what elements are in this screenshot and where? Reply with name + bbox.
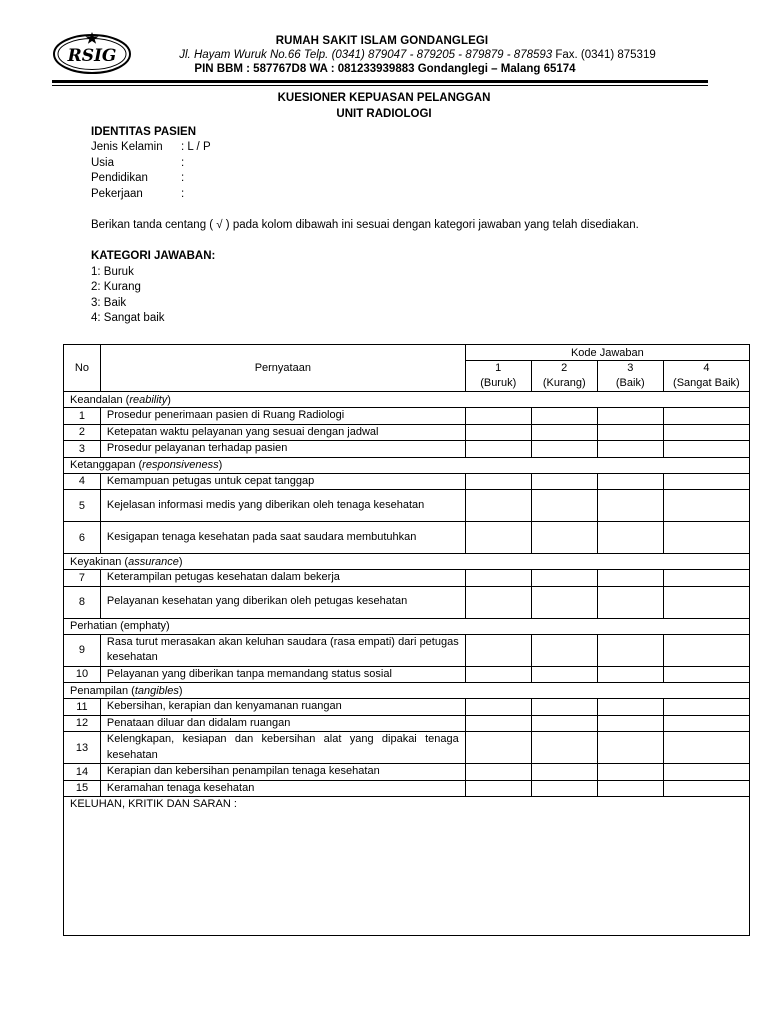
- answer-cell[interactable]: [465, 408, 531, 425]
- row-statement: Kejelasan informasi medis yang diberikan oleh tenaga kesehatan: [100, 490, 465, 522]
- code-header: [465, 361, 531, 392]
- row-statement: Pelayanan kesehatan yang diberikan oleh petugas kesehatan: [100, 586, 465, 618]
- row-statement: Kemampuan petugas untuk cepat tanggap: [100, 473, 465, 490]
- contact-line: PIN BBM : 587767D8 WA : 081233939883 Gondanglegi – Malang 65174: [194, 63, 576, 75]
- category-item: 3: Baik: [91, 296, 127, 309]
- row-statement: Prosedur penerimaan pasien di Ruang Radiologi: [100, 408, 465, 425]
- answer-cell[interactable]: [597, 441, 663, 458]
- form-subtitle: UNIT RADIOLOGI: [336, 108, 432, 120]
- row-statement: Kebersihan, kerapian dan kenyamanan ruangan: [100, 699, 465, 716]
- identity-field: [91, 156, 211, 172]
- code-header: [531, 361, 597, 392]
- section-row: [64, 554, 750, 570]
- answer-cell[interactable]: [531, 570, 597, 587]
- code-label: (Kurang): [542, 377, 586, 389]
- answer-cell[interactable]: [597, 586, 663, 618]
- section-title: Ketanggapan (responsiveness): [64, 457, 750, 473]
- col-statement-header: Pernyataan: [100, 345, 465, 392]
- answer-cell[interactable]: [663, 408, 749, 425]
- remarks-box[interactable]: KELUHAN, KRITIK DAN SARAN :: [64, 797, 750, 936]
- answer-cell[interactable]: [663, 699, 749, 716]
- table-row: [64, 570, 750, 587]
- hospital-logo-icon: [52, 30, 132, 76]
- table-row: [64, 666, 750, 683]
- table-row: [64, 424, 750, 441]
- code-label: (Baik): [615, 377, 645, 389]
- svg-text:RSIG: RSIG: [67, 46, 117, 66]
- code-number: 3: [627, 362, 634, 374]
- form-title: KUESIONER KEPUASAN PELANGGAN: [277, 92, 491, 104]
- answer-cell[interactable]: [663, 490, 749, 522]
- answer-cell[interactable]: [597, 473, 663, 490]
- answer-cell[interactable]: [465, 666, 531, 683]
- answer-cell[interactable]: [597, 490, 663, 522]
- row-statement: Prosedur pelayanan terhadap pasien: [100, 441, 465, 458]
- table-row: [64, 780, 750, 797]
- table-row: [64, 699, 750, 716]
- answer-cell[interactable]: [663, 715, 749, 732]
- identity-field: [91, 140, 211, 156]
- answer-cell[interactable]: [597, 570, 663, 587]
- section-row: [64, 683, 750, 699]
- answer-cell[interactable]: [597, 715, 663, 732]
- category-item: 4: Sangat baik: [91, 312, 165, 325]
- row-number: 1: [64, 408, 101, 425]
- answer-cell[interactable]: [663, 666, 749, 683]
- answer-cell[interactable]: [531, 441, 597, 458]
- section-row: [64, 392, 750, 408]
- answer-cell[interactable]: [531, 666, 597, 683]
- row-number: 5: [64, 490, 101, 522]
- identity-field-label: Usia: [91, 156, 115, 169]
- row-statement: Rasa turut merasakan akan keluhan saudara (rasa empati) dari petugas kesehatan: [100, 634, 465, 666]
- answer-cell[interactable]: [597, 522, 663, 554]
- answer-cell[interactable]: [663, 522, 749, 554]
- identity-field-label: Jenis Kelamin: [91, 141, 163, 153]
- row-number: 12: [64, 715, 101, 732]
- table-row: [64, 473, 750, 490]
- answer-cell[interactable]: [465, 764, 531, 781]
- patient-identity: [91, 124, 211, 202]
- answer-cell[interactable]: [531, 473, 597, 490]
- answer-cell[interactable]: [597, 699, 663, 716]
- answer-cell[interactable]: [531, 424, 597, 441]
- code-number: 1: [495, 362, 502, 374]
- section-title: Penampilan (tangibles): [64, 683, 750, 699]
- row-statement: Kesigapan tenaga kesehatan pada saat saudara membutuhkan: [100, 522, 465, 554]
- row-statement: Pelayanan yang diberikan tanpa memandang status sosial: [100, 666, 465, 683]
- table-row: [64, 732, 750, 764]
- answer-cell[interactable]: [465, 699, 531, 716]
- answer-cell[interactable]: [465, 490, 531, 522]
- answer-cell[interactable]: [663, 764, 749, 781]
- answer-cell[interactable]: [663, 424, 749, 441]
- answer-cell[interactable]: [663, 441, 749, 458]
- answer-cell[interactable]: [531, 490, 597, 522]
- row-number: 4: [64, 473, 101, 490]
- answer-cell[interactable]: [465, 441, 531, 458]
- answer-cell[interactable]: [531, 522, 597, 554]
- section-row: [64, 618, 750, 634]
- answer-cell[interactable]: [465, 424, 531, 441]
- hospital-address: Jl. Hayam Wuruk No.66 Telp. (0341) 879047 - 879205 - 879879 - 878593 Fax. (0341) 875319: [179, 49, 656, 61]
- answer-cell[interactable]: [465, 732, 531, 764]
- section-title: Keandalan (reability): [64, 392, 750, 408]
- identity-field-value[interactable]: : L / P: [181, 141, 211, 153]
- answer-cell[interactable]: [597, 424, 663, 441]
- letterhead: [0, 0, 768, 80]
- identity-heading: IDENTITAS PASIEN: [91, 126, 196, 138]
- answer-cell[interactable]: [663, 570, 749, 587]
- header-rule-thin: [52, 85, 708, 86]
- identity-field: [91, 187, 211, 203]
- code-number: 4: [703, 362, 710, 374]
- answer-cell[interactable]: [597, 732, 663, 764]
- questionnaire-table: [63, 344, 750, 936]
- section-row: [64, 457, 750, 473]
- table-row: [64, 764, 750, 781]
- row-number: 3: [64, 441, 101, 458]
- row-number: 7: [64, 570, 101, 587]
- answer-cell[interactable]: [663, 732, 749, 764]
- table-row: [64, 715, 750, 732]
- answer-cell[interactable]: [531, 699, 597, 716]
- section-title: Perhatian (emphaty): [64, 618, 750, 634]
- row-statement: Kerapian dan kebersihan penampilan tenaga kesehatan: [100, 764, 465, 781]
- answer-cell[interactable]: [597, 764, 663, 781]
- row-number: 13: [64, 732, 101, 764]
- answer-cell[interactable]: [465, 780, 531, 797]
- row-number: 14: [64, 764, 101, 781]
- identity-field-value[interactable]: :: [181, 156, 185, 169]
- table-row: [64, 522, 750, 554]
- code-label: (Sangat Baik): [673, 377, 740, 389]
- identity-field-label: Pendidikan: [91, 172, 148, 185]
- categories-heading: KATEGORI JAWABAN:: [91, 250, 216, 262]
- row-statement: Penataan diluar dan didalam ruangan: [100, 715, 465, 732]
- answer-cell[interactable]: [465, 473, 531, 490]
- code-label: (Buruk): [480, 377, 517, 389]
- answer-cell[interactable]: [531, 764, 597, 781]
- row-number: 2: [64, 424, 101, 441]
- row-statement: Keterampilan petugas kesehatan dalam bekerja: [100, 570, 465, 587]
- row-number: 9: [64, 634, 101, 666]
- answer-cell[interactable]: [663, 473, 749, 490]
- identity-field: [91, 171, 211, 187]
- answer-cell[interactable]: [531, 732, 597, 764]
- section-title: Keyakinan (assurance): [64, 554, 750, 570]
- table-row: [64, 408, 750, 425]
- instruction-text: Berikan tanda centang ( √ ) pada kolom dibawah ini sesuai dengan kategori jawaban yang telah disediakan.: [91, 219, 639, 231]
- col-code-header: Kode Jawaban: [465, 345, 749, 361]
- answer-cell[interactable]: [663, 780, 749, 797]
- answer-cell[interactable]: [597, 408, 663, 425]
- identity-field-label: Pekerjaan: [91, 187, 143, 200]
- table-row: [64, 586, 750, 618]
- answer-cell[interactable]: [531, 715, 597, 732]
- row-statement: Ketepatan waktu pelayanan yang sesuai dengan jadwal: [100, 424, 465, 441]
- answer-cell[interactable]: [663, 634, 749, 666]
- row-statement: Kelengkapan, kesiapan dan kebersihan alat yang dipakai tenaga kesehatan: [100, 732, 465, 764]
- answer-cell[interactable]: [597, 666, 663, 683]
- remarks-row: [64, 797, 750, 936]
- answer-cell[interactable]: [465, 522, 531, 554]
- answer-cell[interactable]: [531, 780, 597, 797]
- answer-cell[interactable]: [663, 586, 749, 618]
- answer-cell[interactable]: [465, 570, 531, 587]
- category-item: 2: Kurang: [91, 281, 141, 294]
- table-row: [64, 634, 750, 666]
- answer-cell[interactable]: [465, 715, 531, 732]
- header-rule-thick: [52, 80, 708, 83]
- answer-cell[interactable]: [531, 408, 597, 425]
- code-number: 2: [561, 362, 568, 374]
- answer-categories: [91, 249, 215, 327]
- answer-cell[interactable]: [465, 634, 531, 666]
- row-statement: Keramahan tenaga kesehatan: [100, 780, 465, 797]
- row-number: 8: [64, 586, 101, 618]
- identity-field-value[interactable]: :: [181, 172, 185, 185]
- col-no-header: No: [64, 345, 101, 392]
- answer-cell[interactable]: [597, 634, 663, 666]
- answer-cell[interactable]: [531, 586, 597, 618]
- table-row: [64, 441, 750, 458]
- hospital-name: RUMAH SAKIT ISLAM GONDANGLEGI: [275, 35, 489, 47]
- category-item: 1: Buruk: [91, 265, 134, 278]
- row-number: 10: [64, 666, 101, 683]
- answer-cell[interactable]: [597, 780, 663, 797]
- answer-cell[interactable]: [465, 586, 531, 618]
- code-header: [597, 361, 663, 392]
- row-number: 11: [64, 699, 101, 716]
- row-number: 6: [64, 522, 101, 554]
- answer-cell[interactable]: [531, 634, 597, 666]
- table-row: [64, 490, 750, 522]
- identity-field-value[interactable]: :: [181, 187, 185, 200]
- code-header: [663, 361, 749, 392]
- row-number: 15: [64, 780, 101, 797]
